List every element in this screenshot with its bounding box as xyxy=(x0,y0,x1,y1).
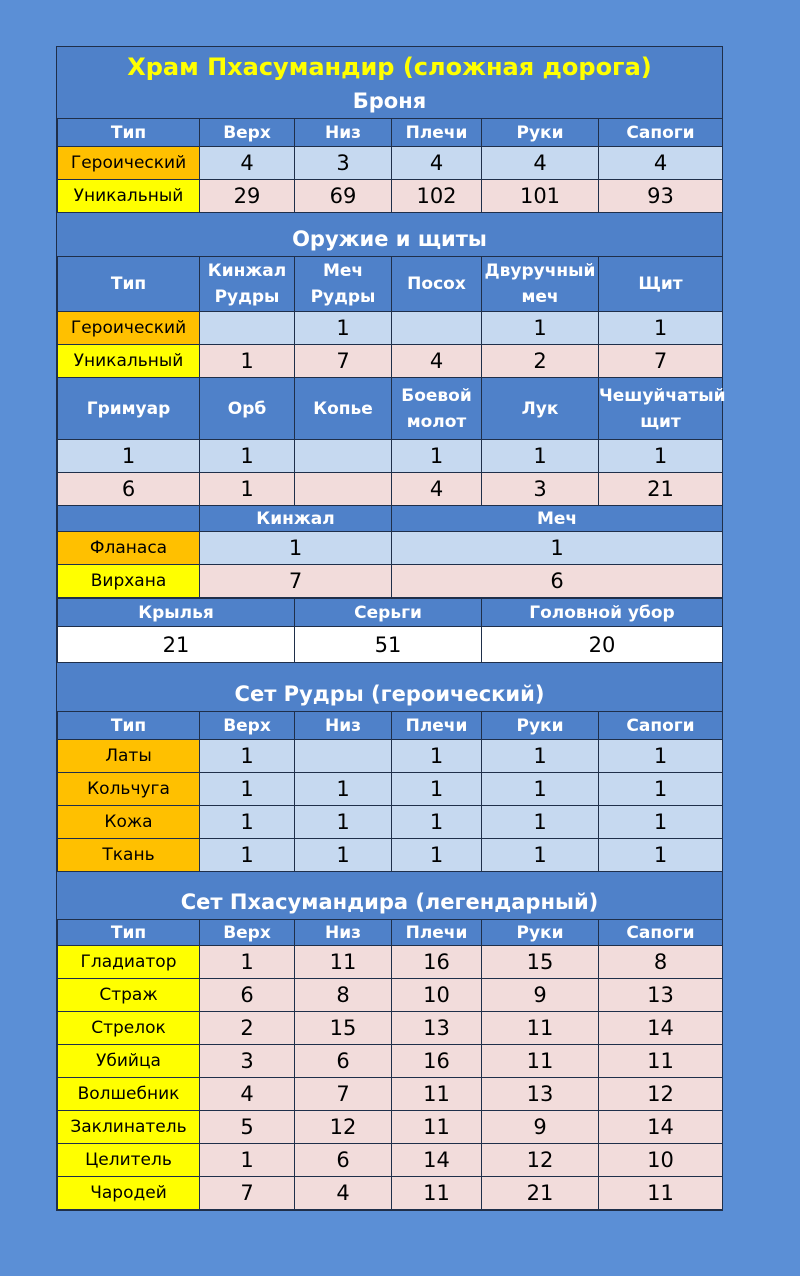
column-header: Руки xyxy=(482,119,599,147)
table-cell: 1 xyxy=(392,740,482,773)
table-row xyxy=(58,1111,723,1144)
table-cell: 7 xyxy=(295,345,392,378)
table-cell: 1 xyxy=(200,473,295,506)
table-cell: 2 xyxy=(200,1012,295,1045)
table-row xyxy=(58,1177,723,1210)
armor-header-row xyxy=(58,119,723,147)
armor-table xyxy=(57,118,723,213)
table-cell: 7 xyxy=(200,565,392,598)
row-label-unique: Уникальный xyxy=(58,345,200,378)
row-label: Заклинатель xyxy=(58,1111,200,1144)
row-label: Кожа xyxy=(58,806,200,839)
column-header: Крылья xyxy=(58,599,295,627)
row-label: Ткань xyxy=(58,839,200,872)
table-cell: 1 xyxy=(599,839,723,872)
table-cell: 1 xyxy=(200,1144,295,1177)
column-header: Руки xyxy=(482,920,599,946)
table-cell: 1 xyxy=(482,773,599,806)
table-cell xyxy=(295,440,392,473)
table-cell: 1 xyxy=(200,345,295,378)
table-cell: 11 xyxy=(392,1111,482,1144)
table-cell: 1 xyxy=(295,773,392,806)
row-label: Убийца xyxy=(58,1045,200,1078)
table-row xyxy=(58,1045,723,1078)
column-header: Верх xyxy=(200,920,295,946)
column-header: Копье xyxy=(295,378,392,440)
table-cell: 102 xyxy=(392,180,482,213)
rudra-set-section-title: Сет Рудры (героический) xyxy=(234,682,545,706)
column-header: Меч xyxy=(392,506,723,532)
column-header: Сапоги xyxy=(599,920,723,946)
table-cell: 1 xyxy=(295,312,392,345)
row-label-flanasa: Фланаса xyxy=(58,532,200,565)
table-cell: 3 xyxy=(200,1045,295,1078)
row-label-virhana: Вирхана xyxy=(58,565,200,598)
table-cell: 14 xyxy=(599,1111,723,1144)
table-cell: 5 xyxy=(200,1111,295,1144)
column-header: Чешуйчатый щит xyxy=(599,378,723,440)
table-cell: 1 xyxy=(392,773,482,806)
table-cell: 4 xyxy=(392,345,482,378)
table-row xyxy=(58,440,723,473)
table-cell: 14 xyxy=(392,1144,482,1177)
table-cell: 4 xyxy=(295,1177,392,1210)
table-cell: 1 xyxy=(200,806,295,839)
table-cell: 101 xyxy=(482,180,599,213)
rudra-set-table xyxy=(57,711,723,872)
weapons-section-title: Оружие и щиты xyxy=(292,227,487,251)
table-cell: 29 xyxy=(200,180,295,213)
row-label: Латы xyxy=(58,740,200,773)
table-cell: 7 xyxy=(200,1177,295,1210)
row-label: Страж xyxy=(58,979,200,1012)
column-header: Плечи xyxy=(392,920,482,946)
table-cell: 15 xyxy=(482,946,599,979)
table-cell: 1 xyxy=(482,740,599,773)
column-header: Плечи xyxy=(392,712,482,740)
table-cell: 15 xyxy=(295,1012,392,1045)
row-label: Стрелок xyxy=(58,1012,200,1045)
column-header: Тип xyxy=(58,257,200,312)
table-cell: 21 xyxy=(599,473,723,506)
table-cell: 1 xyxy=(482,440,599,473)
weapons-table xyxy=(57,256,726,598)
table-cell: 4 xyxy=(482,147,599,180)
column-header: Щит xyxy=(599,257,723,312)
table-cell: 10 xyxy=(392,979,482,1012)
table-cell: 69 xyxy=(295,180,392,213)
table-cell: 1 xyxy=(599,806,723,839)
table-cell: 2 xyxy=(482,345,599,378)
column-header: Орб xyxy=(200,378,295,440)
table-cell: 10 xyxy=(599,1144,723,1177)
column-header: Низ xyxy=(295,712,392,740)
table-cell: 4 xyxy=(200,147,295,180)
weapons-header-row xyxy=(58,257,723,312)
page-title: Храм Пхасумандир (сложная дорога) xyxy=(127,53,652,81)
table-row xyxy=(58,806,723,839)
table-cell: 1 xyxy=(599,773,723,806)
table-cell: 1 xyxy=(599,740,723,773)
table-cell: 11 xyxy=(392,1177,482,1210)
column-header: Кинжал Рудры xyxy=(200,257,295,312)
table-row xyxy=(58,147,723,180)
table-row xyxy=(58,345,723,378)
column-header: Верх xyxy=(200,119,295,147)
table-row xyxy=(58,627,723,663)
table-cell: 1 xyxy=(392,839,482,872)
table-cell: 16 xyxy=(392,1045,482,1078)
table-cell: 3 xyxy=(295,147,392,180)
table-cell xyxy=(295,473,392,506)
table-cell: 4 xyxy=(200,1078,295,1111)
table-cell: 12 xyxy=(482,1144,599,1177)
table-cell: 1 xyxy=(392,532,723,565)
table-row xyxy=(58,1012,723,1045)
column-header: Головной убор xyxy=(482,599,723,627)
table-cell: 11 xyxy=(482,1045,599,1078)
table-cell: 6 xyxy=(58,473,200,506)
column-header: Двуручный меч xyxy=(482,257,599,312)
table-cell: 1 xyxy=(599,440,723,473)
table-row xyxy=(58,473,723,506)
column-header: Тип xyxy=(58,712,200,740)
phasumandir-header-row xyxy=(58,920,723,946)
table-cell: 1 xyxy=(200,946,295,979)
table-cell: 1 xyxy=(200,773,295,806)
row-label: Кольчуга xyxy=(58,773,200,806)
table-cell: 11 xyxy=(599,1045,723,1078)
table-cell: 8 xyxy=(295,979,392,1012)
table-cell: 6 xyxy=(392,565,723,598)
weapons-header-row-3 xyxy=(58,506,723,532)
table-cell xyxy=(392,312,482,345)
table-cell: 51 xyxy=(295,627,482,663)
row-label: Чародей xyxy=(58,1177,200,1210)
table-cell: 4 xyxy=(392,473,482,506)
table-cell: 13 xyxy=(599,979,723,1012)
table-cell: 6 xyxy=(295,1045,392,1078)
column-header: Гримуар xyxy=(58,378,200,440)
table-cell: 1 xyxy=(599,312,723,345)
table-cell: 1 xyxy=(200,740,295,773)
column-header: Серьги xyxy=(295,599,482,627)
table-cell: 11 xyxy=(482,1012,599,1045)
table-row xyxy=(58,1144,723,1177)
column-header: Меч Рудры xyxy=(295,257,392,312)
column-header: Посох xyxy=(392,257,482,312)
table-row xyxy=(58,946,723,979)
column-header: Боевой молот xyxy=(392,378,482,440)
rudra-header-row xyxy=(58,712,723,740)
table-row xyxy=(58,312,723,345)
table-cell: 1 xyxy=(200,839,295,872)
column-header: Плечи xyxy=(392,119,482,147)
table-cell: 4 xyxy=(599,147,723,180)
column-header: Сапоги xyxy=(599,119,723,147)
table-cell: 1 xyxy=(482,806,599,839)
row-label: Гладиатор xyxy=(58,946,200,979)
row-label-unique: Уникальный xyxy=(58,180,200,213)
table-cell: 1 xyxy=(295,806,392,839)
accessories-header-row xyxy=(58,599,723,627)
table-row xyxy=(58,532,723,565)
table-row xyxy=(58,740,723,773)
table-cell: 6 xyxy=(295,1144,392,1177)
table-row xyxy=(58,839,723,872)
table-cell: 14 xyxy=(599,1012,723,1045)
table-cell: 3 xyxy=(482,473,599,506)
row-label-heroic: Героический xyxy=(58,147,200,180)
table-cell: 1 xyxy=(392,440,482,473)
table-cell: 4 xyxy=(392,147,482,180)
column-header: Низ xyxy=(295,119,392,147)
table-cell: 9 xyxy=(482,979,599,1012)
table-row xyxy=(58,565,723,598)
drop-table-sheet xyxy=(56,46,726,1211)
table-cell: 20 xyxy=(482,627,723,663)
table-row xyxy=(58,979,723,1012)
table-cell: 6 xyxy=(200,979,295,1012)
table-cell: 1 xyxy=(295,839,392,872)
table-cell: 11 xyxy=(599,1177,723,1210)
table-cell: 16 xyxy=(392,946,482,979)
phasumandir-set-section-title: Сет Пхасумандира (легендарный) xyxy=(180,890,599,914)
table-cell: 7 xyxy=(599,345,723,378)
column-header xyxy=(58,506,200,532)
table-cell: 7 xyxy=(295,1078,392,1111)
table-cell: 21 xyxy=(482,1177,599,1210)
table-row xyxy=(58,180,723,213)
column-header: Тип xyxy=(58,920,200,946)
table-cell: 1 xyxy=(200,532,392,565)
table-cell: 8 xyxy=(599,946,723,979)
table-cell: 1 xyxy=(392,806,482,839)
column-header: Кинжал xyxy=(200,506,392,532)
table-cell: 21 xyxy=(58,627,295,663)
table-cell xyxy=(200,312,295,345)
column-header: Руки xyxy=(482,712,599,740)
row-label: Целитель xyxy=(58,1144,200,1177)
armor-section-title: Броня xyxy=(352,89,427,113)
table-cell: 11 xyxy=(392,1078,482,1111)
table-cell: 1 xyxy=(482,839,599,872)
table-cell: 12 xyxy=(599,1078,723,1111)
table-row xyxy=(58,1078,723,1111)
accessories-table xyxy=(57,598,723,663)
table-cell: 13 xyxy=(392,1012,482,1045)
row-label: Волшебник xyxy=(58,1078,200,1111)
column-header: Низ xyxy=(295,920,392,946)
table-cell: 9 xyxy=(482,1111,599,1144)
table-cell: 11 xyxy=(295,946,392,979)
table-cell: 13 xyxy=(482,1078,599,1111)
table-cell: 1 xyxy=(482,312,599,345)
column-header: Тип xyxy=(58,119,200,147)
column-header: Лук xyxy=(482,378,599,440)
weapons-header-row-2 xyxy=(58,378,723,440)
table-cell xyxy=(295,740,392,773)
table-cell: 1 xyxy=(200,440,295,473)
phasumandir-set-table xyxy=(57,919,723,1210)
table-cell: 12 xyxy=(295,1111,392,1144)
row-label-heroic: Героический xyxy=(58,312,200,345)
table-row xyxy=(58,773,723,806)
table-cell: 93 xyxy=(599,180,723,213)
column-header: Верх xyxy=(200,712,295,740)
column-header: Сапоги xyxy=(599,712,723,740)
table-cell: 1 xyxy=(58,440,200,473)
